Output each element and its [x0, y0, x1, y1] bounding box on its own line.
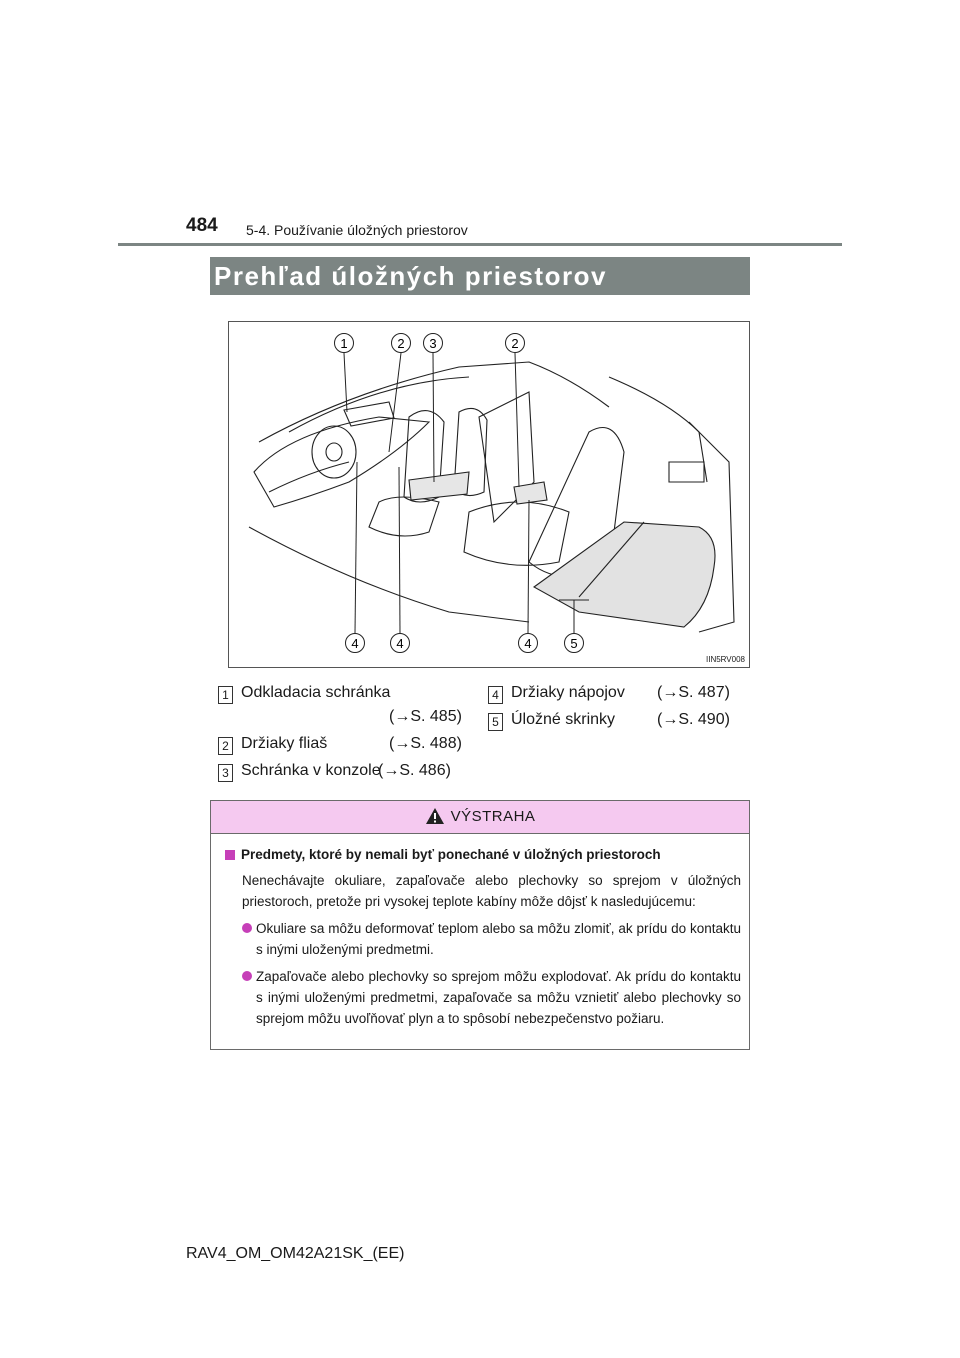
callout-bottom-2: 4 — [396, 636, 404, 651]
legend-number: 3 — [218, 764, 233, 782]
legend-number: 2 — [218, 737, 233, 755]
legend-number: 4 — [488, 686, 503, 704]
warning-box — [210, 800, 750, 1050]
warning-bullet-2 — [242, 966, 741, 1029]
warning-title: VÝSTRAHA — [450, 808, 536, 825]
legend-ref-3: (→S. 486) — [378, 762, 451, 779]
legend-item-3 — [218, 762, 381, 782]
legend-ref-4: (→S. 487) — [657, 684, 730, 701]
top-callouts — [335, 334, 525, 353]
bullet-dot-icon — [242, 971, 252, 981]
legend-item-2 — [218, 735, 327, 755]
warning-body — [211, 834, 749, 1029]
figure-id: IIN5RV008 — [706, 655, 745, 664]
legend-label: Držiaky fliaš — [241, 735, 328, 752]
bottom-callouts — [346, 634, 584, 653]
legend-label: Schránka v konzole — [241, 762, 381, 779]
warning-bullet-1 — [242, 918, 741, 960]
car-interior-drawing — [229, 322, 749, 667]
legend-item-5 — [488, 711, 615, 731]
warning-bullet-text: Zapaľovače alebo plechovky so sprejom môžu explodovať. Ak prídu do kontaktu s inými uloženými predmetmi, zapaľovače sa môžu vznietiť alebo plechovky so sprejom môžu uvoľňovať plyn a to spôsobí nebezpečenstvo požiaru. — [256, 969, 741, 1026]
bullet-dot-icon — [242, 923, 252, 933]
callout-top-2: 2 — [397, 336, 405, 351]
warning-header — [211, 801, 749, 834]
warning-heading — [225, 844, 741, 865]
callout-top-3: 3 — [429, 336, 437, 351]
callout-bottom-4: 5 — [570, 636, 578, 651]
warning-intro: Nenechávajte okuliare, zapaľovače alebo plechovky so sprejom v úložných priestoroch, pretože pri vysokej teplote kabíny môže dôjsť k nasledujúcemu: — [242, 873, 741, 909]
page-title: Prehľad úložných priestorov — [210, 257, 750, 295]
legend-label: Odkladacia schránka — [241, 684, 391, 701]
legend-number: 5 — [488, 713, 503, 731]
section-title: 5-4. Používanie úložných priestorov — [246, 222, 468, 238]
header-divider — [118, 243, 842, 246]
square-bullet-icon — [225, 850, 235, 860]
legend-ref-5: (→S. 490) — [657, 711, 730, 728]
legend-ref-2: (→S. 488) — [389, 735, 462, 752]
legend-label: Držiaky nápojov — [511, 684, 625, 701]
callout-top-1: 1 — [340, 336, 348, 351]
warning-heading-text: Predmety, ktoré by nemali byť ponechané v úložných priestoroch — [241, 847, 661, 862]
interior-illustration — [228, 321, 750, 668]
warning-bullet-text: Okuliare sa môžu deformovať teplom alebo sa môžu zlomiť, ak prídu do kontaktu s inými uloženými predmetmi. — [256, 921, 741, 957]
callout-bottom-3: 4 — [524, 636, 532, 651]
footer-doc-code: RAV4_OM_OM42A21SK_(EE) — [186, 1245, 405, 1262]
callout-bottom-1: 4 — [351, 636, 359, 651]
legend-number: 1 — [218, 686, 233, 704]
legend-item-4 — [488, 684, 625, 704]
legend-item-1 — [218, 684, 390, 704]
legend-label: Úložné skrinky — [511, 711, 616, 728]
callout-top-4: 2 — [511, 336, 519, 351]
legend-ref-1: (→S. 485) — [389, 708, 462, 725]
page-number: 484 — [186, 215, 218, 236]
warning-triangle-icon — [425, 807, 445, 825]
